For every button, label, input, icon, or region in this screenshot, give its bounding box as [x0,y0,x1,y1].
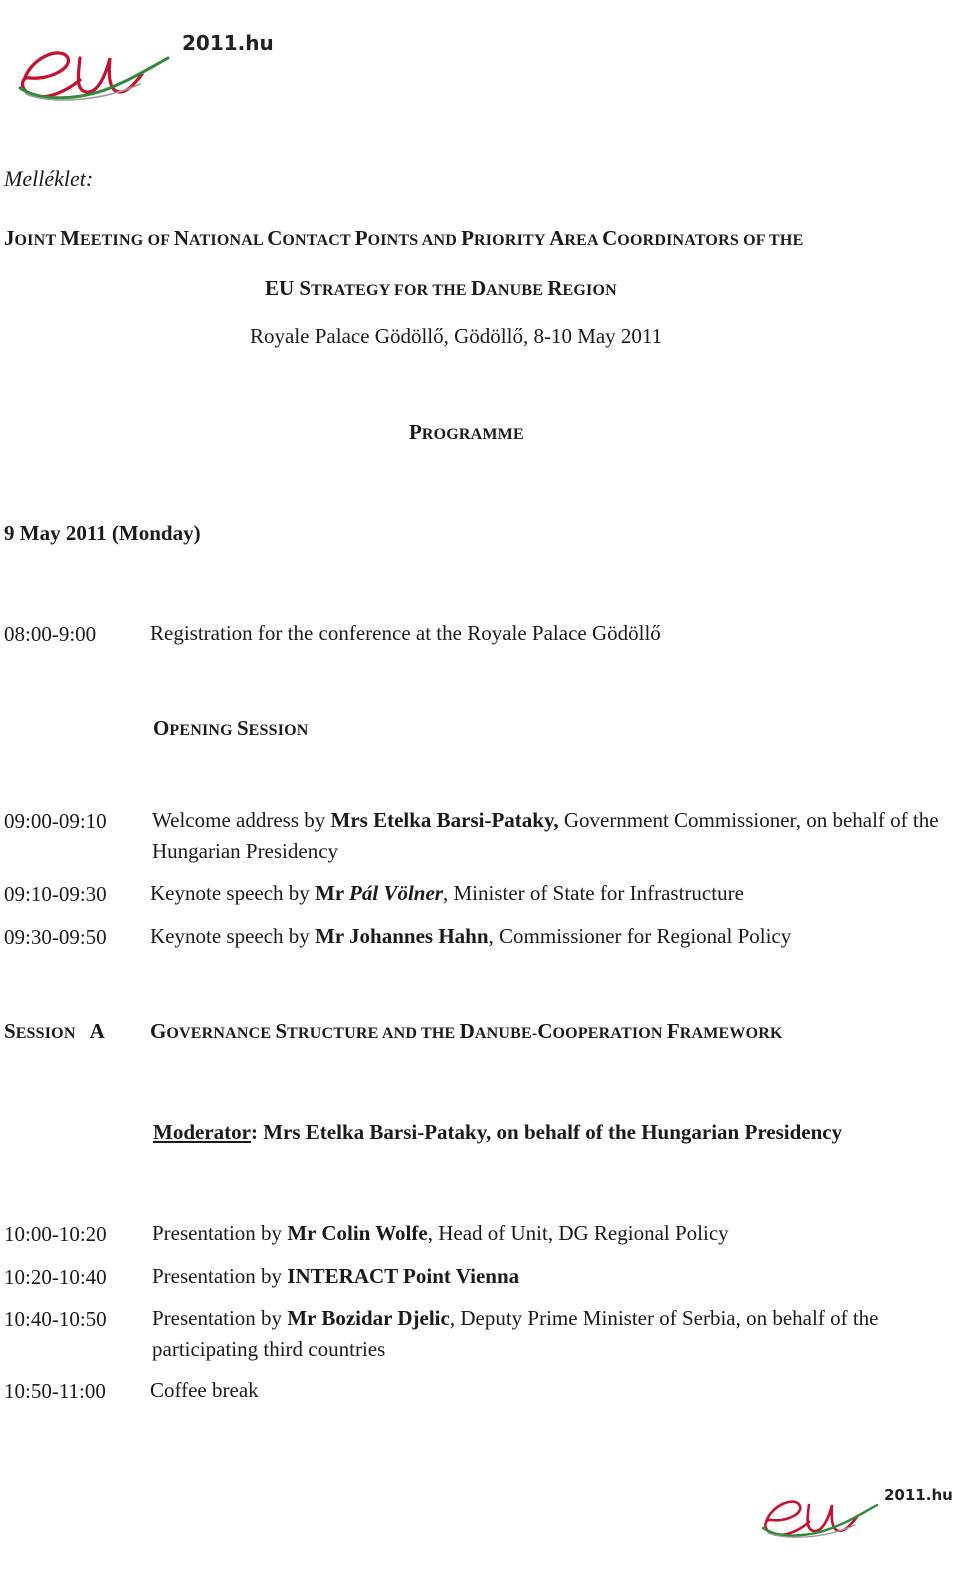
annex-label: Melléklet: [4,166,94,191]
title-line-1-part: PRIORITY [461,226,550,250]
agenda-item: Presentation by Mr Colin Wolfe, Head of Unit, DG Regional Policy [152,1221,729,1245]
agenda-time: 09:10-09:30 [4,882,107,906]
title-line-1-part: NATIONAL [173,226,268,250]
title-line-1-part: COORDINATORS OF THE [602,226,804,250]
title-line-2-part: DANUBE [470,276,548,300]
logo-domain-text: 2011.hu [182,31,274,55]
title-line-1-part: AREA [549,226,603,250]
session-a-label: SESSION A [4,1019,105,1043]
venue-line: Royale Palace Gödöllő, Gödöllő, 8-10 May 2011 [250,324,663,348]
opening-session-heading: OPENING SESSION [153,716,309,740]
agenda-time: 10:00-10:20 [4,1222,107,1246]
agenda-item: Keynote speech by Mr Pál Völner, Minister of State for Infrastructure [150,881,744,905]
title-line-2-part: EU STRATEGY FOR THE [265,276,471,300]
agenda-time: 09:30-09:50 [4,925,107,949]
eu2011-logo-footer [756,1482,953,1542]
moderator-line: Moderator: Mrs Etelka Barsi-Pataky, on behalf of the Hungarian Presidency [153,1120,843,1144]
session-a-title: GOVERNANCE STRUCTURE AND THE DANUBE-COOPERATION FRAMEWORK [150,1019,783,1043]
title-line-1-part: POINTS AND [354,226,462,250]
eu2011-logo-header [10,28,274,106]
agenda-item: Presentation by Mr Bozidar Djelic, Deputy Prime Minister of Serbia, on behalf of the participating third countries [152,1306,879,1361]
title-line-2-part: REGION [547,276,617,300]
agenda-time: 09:00-09:10 [4,809,107,833]
agenda-time: 10:20-10:40 [4,1265,107,1289]
title-line-2 [265,276,617,301]
agenda-item: Coffee break [150,1378,259,1402]
programme-heading: PROGRAMME [409,420,524,444]
registration-text: Registration for the conference at the Royale Palace Gödöllő [150,621,661,645]
agenda-item: Welcome address by Mrs Etelka Barsi-Pataky, Government Commissioner, on behalf of the Hungarian Presidency [152,808,939,863]
title-line-1 [4,226,803,251]
agenda-time: 10:40-10:50 [4,1307,107,1331]
title-line-1-part: CONTACT [267,226,355,250]
eu-logo-icon [10,28,274,106]
agenda-time: 10:50-11:00 [4,1379,106,1403]
title-line-1-part: MEETING OF [60,226,174,250]
registration-time: 08:00-9:00 [4,622,97,646]
moderator-label: Moderator [153,1120,251,1144]
day-heading: 9 May 2011 (Monday) [4,521,201,545]
title-line-1-part: JOINT [4,226,61,250]
agenda-item: Presentation by INTERACT Point Vienna [152,1264,520,1288]
eu-logo-icon [756,1482,953,1542]
agenda-item: Keynote speech by Mr Johannes Hahn, Commissioner for Regional Policy [150,924,792,948]
logo-domain-text: 2011.hu [884,1486,953,1504]
